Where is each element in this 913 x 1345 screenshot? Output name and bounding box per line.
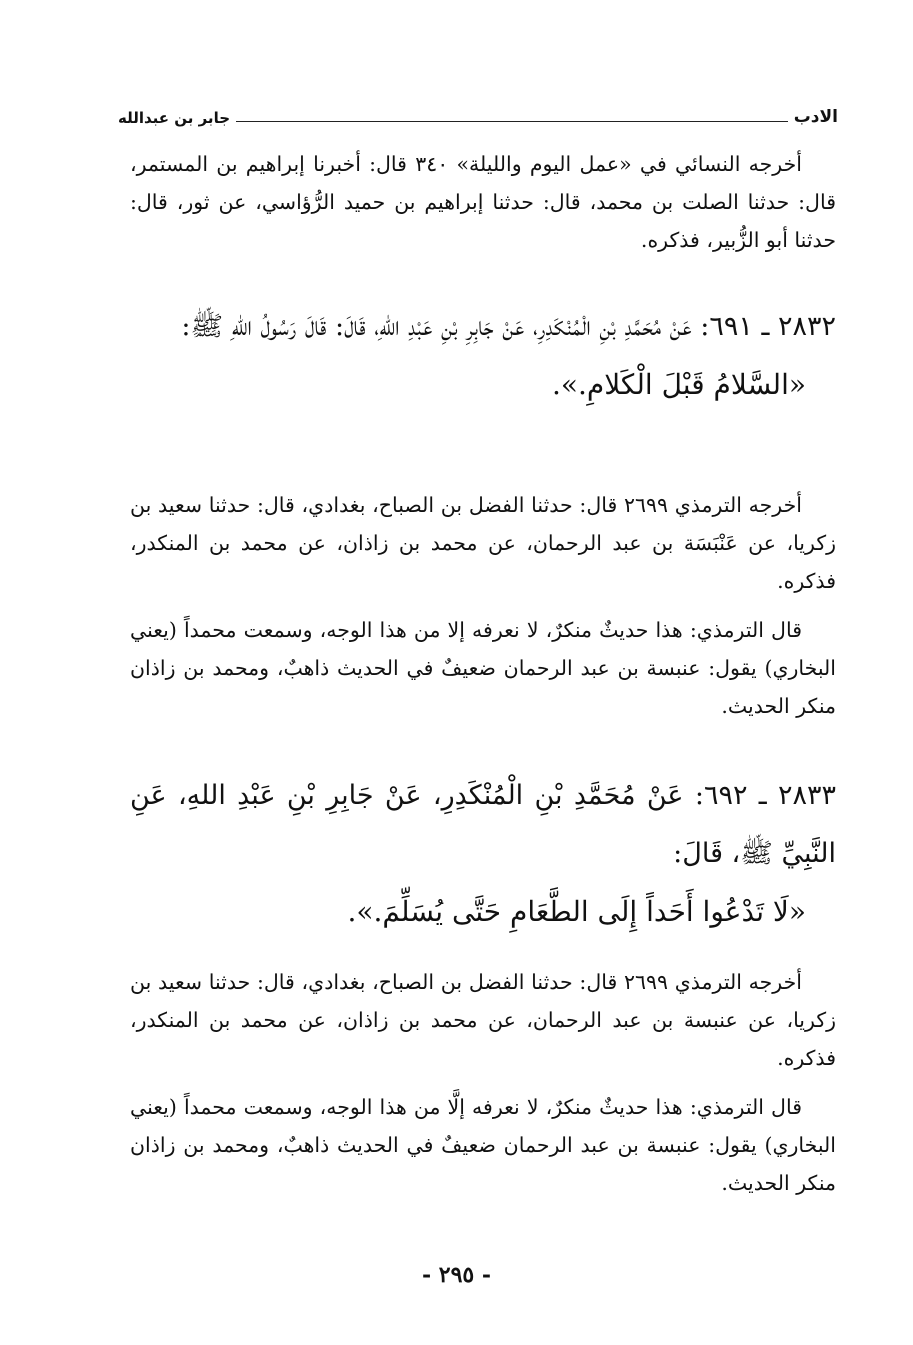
hadith-matn: «السَّلامُ قَبْلَ الْكَلامِ.». xyxy=(551,368,806,401)
commentary-block-3 xyxy=(130,963,836,1202)
commentary-paragraph: أخرجه الترمذي ٢٦٩٩ قال: حدثنا الفضل بن الصباح، بغدادي، قال: حدثنا سعيد بن زكريا، عن عَنْبَسَة بن عبد الرحمان، عن محمد بن زاذان، عن محمد بن المنكدر، فذكره. xyxy=(130,493,836,593)
hadith-matn: «لَا تَدْعُوا أَحَداً إِلَى الطَّعَامِ حَتَّى يُسَلِّمَ.». xyxy=(347,895,806,928)
commentary-paragraph: أخرجه الترمذي ٢٦٩٩ قال: حدثنا الفضل بن الصباح، بغدادي، قال: حدثنا سعيد بن زكريا، عن عنبسة بن عبد الرحمان، عن محمد بن زاذان، عن محمد بن المنكدر، فذكره. xyxy=(130,970,836,1070)
commentary-paragraph: أخرجه النسائي في «عمل اليوم والليلة» ٣٤٠ قال: أخبرنا إبراهيم بن المستمر، قال: حدثنا الصلت بن محمد، قال: حدثنا إبراهيم بن حميد الرُّؤاسي، عن ثور، قال: حدثنا أبو الزُّبير، فذكره. xyxy=(130,152,836,252)
commentary-block-1 xyxy=(130,145,836,259)
hadith-2832 xyxy=(130,298,836,414)
hadith-isnad: ٢٨٣٢ ـ ٦٩١: عَنْ مُحَمَّدِ بْنِ الْمُنْكَدِرِ، عَنْ جَابِرِ بْنِ عَبْدِ اللهِ، قَالَ: قَالَ رَسُولُ اللهِ ﷺ: xyxy=(181,311,836,342)
running-header xyxy=(118,100,838,130)
commentary-block-2 xyxy=(130,486,836,725)
hadith-2833 xyxy=(130,767,836,941)
commentary-paragraph: قال الترمذي: هذا حديثٌ منكرٌ، لا نعرفه إلا من هذا الوجه، وسمعت محمداً (يعني البخاري) يقول: عنبسة بن عبد الرحمان ضعيفٌ في الحديث ذاهبٌ، ومحمد بن زاذان منكر الحديث. xyxy=(130,618,836,718)
hadith-isnad: ٢٨٣٣ ـ ٦٩٢: عَنْ مُحَمَّدِ بْنِ الْمُنْكَدِرِ، عَنْ جَابِرِ بْنِ عَبْدِ اللهِ، عَنِ النَّبِيِّ ﷺ، قَالَ: xyxy=(130,780,836,869)
page-number: - ٢٩٥ - xyxy=(421,1262,492,1288)
header-chapter-title: الادب xyxy=(793,107,838,127)
header-rule xyxy=(236,121,788,122)
commentary-paragraph: قال الترمذي: هذا حديثٌ منكرٌ، لا نعرفه إلَّا من هذا الوجه، وسمعت محمداً (يعني البخاري) يقول: عنبسة بن عبد الرحمان ضعيفٌ في الحديث ذاهبٌ، ومحمد بن زاذان منكر الحديث. xyxy=(130,1095,836,1195)
header-narrator-title: جابر بن عبدالله xyxy=(118,109,231,127)
